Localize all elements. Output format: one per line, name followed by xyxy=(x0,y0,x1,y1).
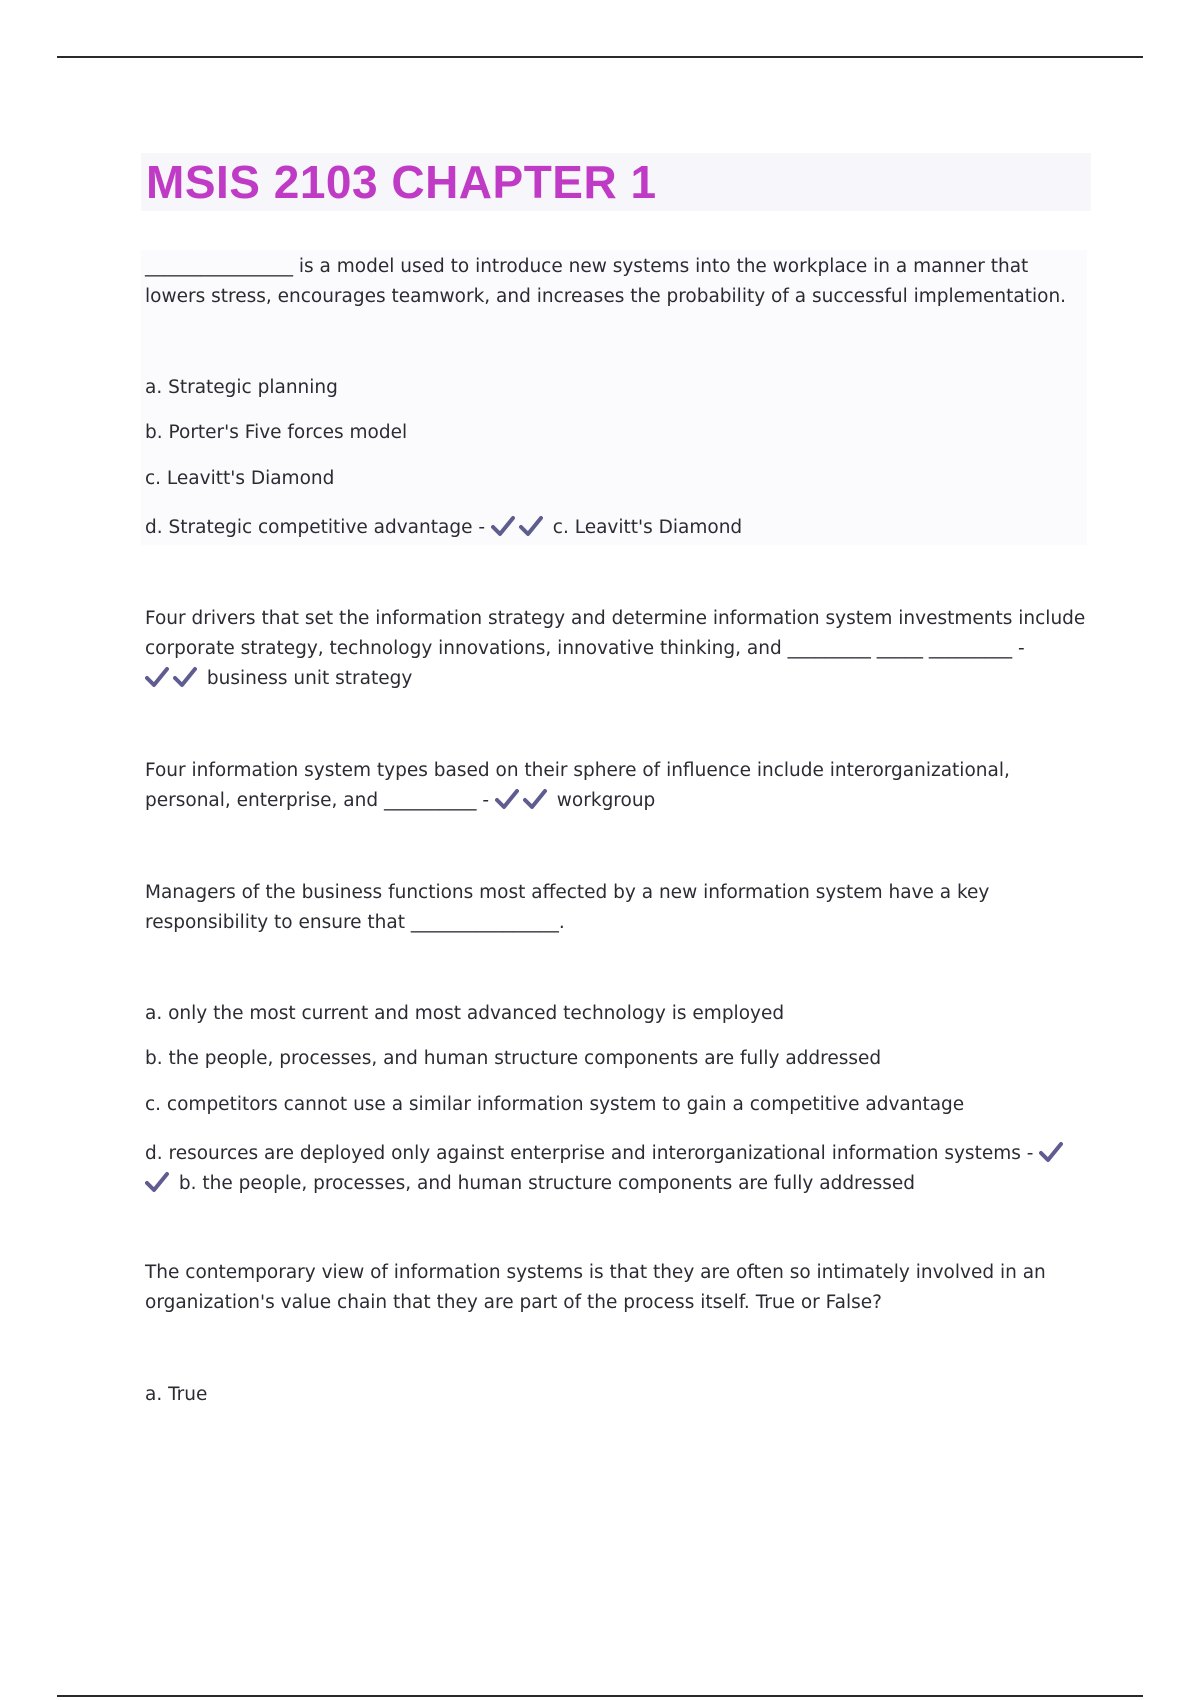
question-1-option-b: b. Porter's Five forces model xyxy=(145,422,408,443)
question-1-answer: c. Leavitt's Diamond xyxy=(552,517,743,538)
check-icon xyxy=(495,788,519,810)
question-3-stem: Four information system types based on their sphere of influence include interorganizational, personal, enterprise, and __________ - xyxy=(145,760,1010,811)
question-4-answer: b. the people, processes, and human structure components are fully addressed xyxy=(178,1173,916,1194)
check-icon xyxy=(145,1171,169,1193)
question-1-option-c: c. Leavitt's Diamond xyxy=(145,468,335,489)
question-5-option-a: a. True xyxy=(145,1384,208,1405)
question-4-option-d-text: d. resources are deployed only against enterprise and interorganizational information systems - xyxy=(145,1143,1034,1164)
question-3 xyxy=(145,756,1090,816)
top-rule xyxy=(57,56,1143,58)
check-icon xyxy=(1039,1141,1063,1163)
question-3-text xyxy=(145,756,1090,816)
check-icon xyxy=(491,515,515,537)
bottom-rule xyxy=(57,1695,1143,1697)
check-icon xyxy=(519,515,543,537)
question-1-text: ________________ is a model used to introduce new systems into the workplace in a manner that lowers stress, encourages teamwork, and increases the probability of a successful implementation. xyxy=(145,256,1067,307)
question-3-answer: workgroup xyxy=(556,790,656,811)
check-icon xyxy=(523,788,547,810)
question-4-option-c: c. competitors cannot use a similar information system to gain a competitive advantage xyxy=(145,1094,965,1115)
question-1-stem xyxy=(145,252,1090,312)
question-2 xyxy=(145,604,1090,694)
question-5-text: The contemporary view of information systems is that they are often so intimately involved in an organization's value chain that they are part of the process itself. True or False? xyxy=(145,1262,1046,1313)
check-icon xyxy=(173,666,197,688)
check-icon xyxy=(145,666,169,688)
question-5-stem xyxy=(145,1258,1090,1318)
question-2-stem: Four drivers that set the information strategy and determine information system investments include corporate strategy, technology innovations, innovative thinking, and _________ _____ _________ - xyxy=(145,608,1086,659)
question-4-option-b: b. the people, processes, and human structure components are fully addressed xyxy=(145,1048,882,1069)
question-4-option-a: a. only the most current and most advanced technology is employed xyxy=(145,1003,785,1024)
question-1-option-a: a. Strategic planning xyxy=(145,377,338,398)
page-title: MSIS 2103 CHAPTER 1 xyxy=(146,156,657,208)
question-4-stem xyxy=(145,878,1090,938)
title-band xyxy=(141,153,1091,211)
question-2-answer: business unit strategy xyxy=(206,668,413,689)
question-1-option-d-text: d. Strategic competitive advantage - xyxy=(145,517,486,538)
question-4-option-d xyxy=(145,1139,1090,1199)
question-2-text xyxy=(145,604,1090,694)
question-4-text: Managers of the business functions most affected by a new information system have a key responsibility to ensure that ________________. xyxy=(145,882,990,933)
question-1-option-d xyxy=(145,513,1090,543)
